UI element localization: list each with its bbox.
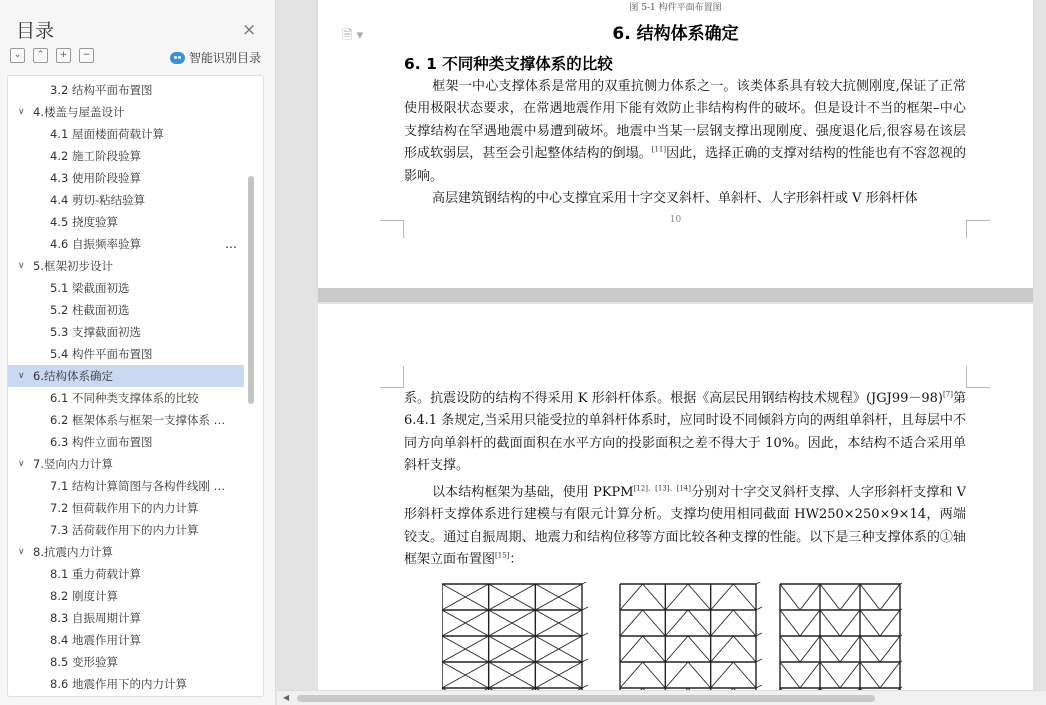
page-corner-mark (966, 366, 990, 388)
frame-member (643, 636, 666, 662)
toc-item-label: 8.1 重力荷载计算 (50, 567, 141, 581)
frame-member (860, 636, 880, 662)
frame-member (900, 582, 902, 584)
frame-member (820, 610, 840, 636)
frame-member (840, 636, 860, 662)
toc-item-label: 7.2 恒荷载作用下的内力计算 (50, 501, 199, 515)
toc-item-label: 7.竖向内力计算 (33, 457, 113, 471)
toc-scrollbar-thumb[interactable] (248, 176, 254, 404)
expand-all-icon[interactable]: ⌄ (10, 48, 25, 63)
horizontal-scrollbar[interactable] (277, 690, 1046, 705)
frame-member (711, 584, 734, 610)
toc-section-item[interactable] (8, 629, 244, 651)
sidebar-title: 目录 (16, 20, 55, 42)
toc-item-label: 7.1 结构计算简图与各构件线刚 … (50, 479, 226, 493)
toc-item-label: 4.4 剪切-粘结验算 (50, 193, 146, 207)
frame-member (582, 685, 588, 688)
toc-section-item[interactable] (8, 233, 244, 255)
toc-item-label: 4.2 施工阶段验算 (50, 149, 141, 163)
frame-member (780, 636, 800, 662)
toc-section-item[interactable] (8, 475, 244, 497)
frame-member (780, 610, 800, 636)
toc-item-label: 4.5 挠度验算 (50, 215, 118, 229)
frame-member (800, 610, 820, 636)
toc-item-label: 4.楼盖与屋盖设计 (33, 105, 125, 119)
toc-sidebar (0, 0, 276, 705)
frame-member (688, 584, 711, 610)
frame-member (711, 610, 734, 636)
toc-section-item[interactable] (8, 387, 244, 409)
citation-ref: [11] (651, 145, 667, 154)
frame-member (860, 662, 880, 688)
frame-v-bracing (780, 582, 902, 690)
frame-member (711, 636, 734, 662)
toc-chapter-item[interactable] (8, 453, 244, 475)
toc-item-label: 6.结构体系确定 (33, 369, 113, 383)
toc-item-label: 4.1 屋面楼面荷载计算 (50, 127, 164, 141)
toc-section-item[interactable] (8, 585, 244, 607)
frame-member (756, 607, 762, 610)
frame-member (880, 610, 900, 636)
toc-section-item[interactable] (8, 277, 244, 299)
frame-cross-bracing (442, 582, 588, 690)
frame-member (711, 662, 734, 688)
page-menu-icon[interactable]: 🗎 ▾ (342, 28, 364, 43)
chevron-down-icon[interactable]: ∨ (18, 371, 25, 381)
frame-member (688, 610, 711, 636)
frame-member (582, 582, 588, 584)
frame-member (860, 584, 880, 610)
toc-toolbar (10, 48, 94, 63)
frame-member (840, 610, 860, 636)
frame-member (756, 659, 762, 662)
frame-elevation-figure (442, 582, 902, 690)
toc-section-item[interactable] (8, 607, 244, 629)
toc-chapter-item[interactable] (8, 101, 244, 123)
frame-member (800, 636, 820, 662)
scroll-left-icon[interactable]: ◀ (283, 693, 290, 702)
toc-item-label: 6.2 框架体系与框架一支撑体系 … (50, 413, 226, 427)
frame-member (688, 636, 711, 662)
toc-item-label: 5.2 柱截面初选 (50, 303, 130, 317)
toc-section-item[interactable] (8, 145, 244, 167)
toc-section-item[interactable] (8, 79, 244, 101)
page-corner-mark (380, 366, 404, 388)
frame-member (688, 662, 711, 688)
paragraph-2: 高层建筑钢结构的中心支撑宜采用十字交叉斜杆、单斜杆、人字形斜杆或 V 形斜杆体 (432, 191, 918, 206)
paragraph-4: 以本结构框架为基础，使用 PKPM[12]、[13]、[14]分别对十字交叉斜杆支撑、人字形斜杆支撑和 V 形斜杆支撑体系进行建模与有限元计算分析。支撑均使用相同截面 HW250×250×9×14，两端铰支。通过自振周期、地震力和结构位移等方面比较各种支撑的性能。以下是三种支撑体系的①轴框架立面布置图[15]： (404, 484, 967, 568)
toc-item-label: 4.6 自振频率验算 (50, 237, 141, 251)
section-heading: 6. 1 不同种类支撑体系的比较 (404, 55, 613, 73)
paragraph-3: 系。抗震设防的结构不得采用 K 形斜杆体系。根据《高层民用钢结构技术规程》(JGJ99－98)[7]第 6.4.1 条规定,当采用只能受拉的单斜杆体系时，应同时设不同倾斜方向的两组单斜杆，且每层中不同方向单斜杆的截面面积在水平方向的投影面积之差不得大于 10%。因此，本结构不适合采用单斜杆支撑。 (404, 390, 966, 474)
page-corner-mark (380, 220, 404, 238)
frame-member (582, 659, 588, 662)
frame-member (665, 610, 688, 636)
horizontal-scrollbar-thumb[interactable] (297, 695, 875, 702)
toc-item-label: 5.框架初步设计 (33, 259, 113, 273)
toc-section-item[interactable] (8, 409, 244, 431)
citation-ref: [7] (943, 390, 953, 399)
collapse-all-icon[interactable]: ⌃ (33, 48, 48, 63)
frame-member (620, 610, 643, 636)
figure-caption: 图 5-1 构件平面布置图 (629, 3, 722, 13)
frame-member (840, 662, 860, 688)
toc-section-item[interactable] (8, 343, 244, 365)
paragraph-1: 框架一中心支撑体系是常用的双重抗侧力体系之一。该类体系具有较大抗侧刚度,保证了正常使用极限状态要求，在常遇地震作用下能有效防止非结构构件的破坏。但是设计不当的框架–中心支撑结构在罕遇地震中易遭到破坏。地震中当某一层钢支撑出现刚度、强度退化后,很容易在该层形成软弱层，甚至会引起整体结构的倒塌。[11]因此，选择正确的支撑对结构的性能也有不容忽视的影响。 (404, 79, 966, 184)
frame-member (620, 636, 643, 662)
toc-section-item[interactable] (8, 431, 244, 453)
page-gap (318, 288, 1033, 302)
frame-member (756, 582, 762, 584)
smart-toc-button[interactable] (170, 49, 261, 66)
frame-member (665, 584, 688, 610)
toc-item-label: 4.3 使用阶段验算 (50, 171, 141, 185)
chevron-down-icon[interactable]: ∨ (18, 547, 25, 557)
frame-member (860, 610, 880, 636)
toc-section-item[interactable] (8, 211, 244, 233)
frame-member (620, 662, 643, 688)
toc-item-label: 8.5 变形验算 (50, 655, 118, 669)
frame-member (643, 662, 666, 688)
toc-item-label: 5.3 支撑截面初选 (50, 325, 141, 339)
document-page-11 (318, 304, 1033, 690)
frame-member (880, 584, 900, 610)
toc-item-label: 8.6 地震作用下的内力计算 (50, 677, 187, 691)
toc-section-item[interactable] (8, 497, 244, 519)
chevron-down-icon[interactable]: ∨ (18, 459, 25, 469)
toc-section-item[interactable] (8, 299, 244, 321)
frame-member (733, 610, 756, 636)
frame-member (780, 584, 800, 610)
toc-item-label: 6.1 不同种类支撑体系的比较 (50, 391, 199, 405)
frame-member (756, 685, 762, 688)
frame-member (643, 584, 666, 610)
toc-item-label: 8.2 刚度计算 (50, 589, 118, 603)
toc-section-item[interactable] (8, 321, 244, 343)
document-viewport (277, 0, 1046, 690)
page-number: 10 (669, 215, 682, 225)
toc-item-label: 3.2 结构平面布置图 (50, 83, 153, 97)
add-entry-icon[interactable]: + (56, 48, 71, 63)
toc-chapter-item[interactable] (8, 365, 244, 387)
toc-list (7, 75, 264, 697)
frame-member (840, 584, 860, 610)
frame-inverted-v-bracing (620, 582, 762, 690)
toc-section-item[interactable] (8, 519, 244, 541)
frame-member (880, 662, 900, 688)
more-options-icon[interactable]: … (225, 237, 238, 251)
toc-section-item[interactable] (8, 651, 244, 673)
toc-section-item[interactable] (8, 563, 244, 585)
remove-entry-icon[interactable]: − (79, 48, 94, 63)
toc-section-item[interactable] (8, 189, 244, 211)
toc-item-label: 8.4 地震作用计算 (50, 633, 141, 647)
frame-member (665, 636, 688, 662)
frame-member (582, 633, 588, 636)
frame-member (820, 584, 840, 610)
toc-chapter-item[interactable] (8, 255, 244, 277)
toc-item-label: 8.抗震内力计算 (33, 545, 113, 559)
toc-item-label: 5.1 梁截面初选 (50, 281, 130, 295)
citation-ref: [15] (495, 551, 510, 560)
toc-chapter-item[interactable] (8, 541, 244, 563)
frame-member (800, 584, 820, 610)
frame-member (665, 662, 688, 688)
frame-member (756, 633, 762, 636)
frame-member (733, 636, 756, 662)
chevron-down-icon[interactable]: ∨ (18, 261, 25, 271)
toc-section-item[interactable] (8, 123, 244, 145)
toc-section-item[interactable] (8, 167, 244, 189)
frame-member (780, 662, 800, 688)
frame-member (582, 607, 588, 610)
page-corner-mark (966, 220, 990, 238)
toc-section-item[interactable] (8, 673, 244, 695)
toc-item-label: 7.3 活荷载作用下的内力计算 (50, 523, 199, 537)
chapter-heading: 6. 结构体系确定 (612, 24, 739, 44)
frame-member (643, 610, 666, 636)
frame-member (620, 584, 643, 610)
close-icon[interactable]: × (242, 20, 257, 40)
toc-item-label: 6.3 构件立面布置图 (50, 435, 153, 449)
smart-toc-label: 智能识别目录 (189, 51, 262, 65)
frame-member (800, 662, 820, 688)
frame-member (880, 636, 900, 662)
toc-item-label: 8.3 自振周期计算 (50, 611, 141, 625)
document-page-10 (318, 0, 1033, 288)
citation-ref: [12]、[13]、[14] (633, 484, 691, 493)
frame-member (820, 636, 840, 662)
toc-item-label: 5.4 构件平面布置图 (50, 347, 153, 361)
ai-cloud-icon (170, 52, 185, 64)
frame-member (820, 662, 840, 688)
frame-member (733, 584, 756, 610)
chevron-down-icon[interactable]: ∨ (18, 107, 25, 117)
frame-member (733, 662, 756, 688)
